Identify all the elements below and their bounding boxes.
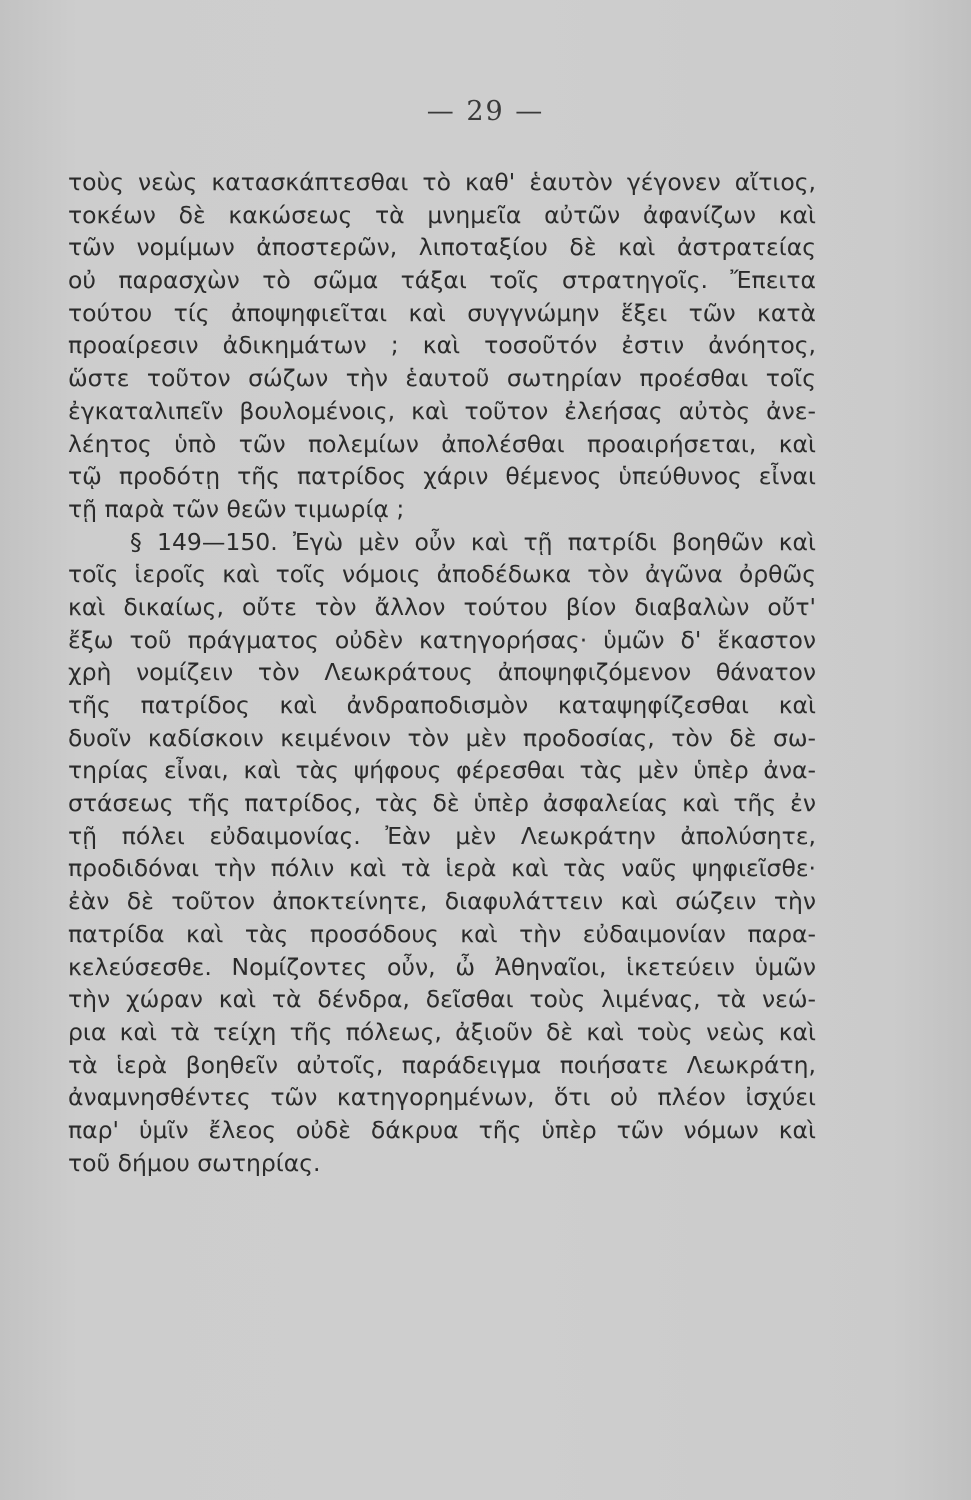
text-line: στάσεως τῆς πατρίδος, τὰς δὲ ὑπὲρ ἀσφαλείας καὶ τῆς ἐν	[68, 789, 816, 818]
text-line: ἐὰν δὲ τοῦτον ἀποκτείνητε, διαφυλάττειν καὶ σώζειν τὴν	[68, 887, 816, 916]
text-line: ἐγκαταλιπεῖν βουλομένοις, καὶ τοῦτον ἐλεήσας αὐτὸς ἀνε-	[68, 396, 816, 425]
text-line: τούτου τίς ἀποψηφιεῖται καὶ συγγνώμην ἕξει τῶν κατὰ	[68, 298, 816, 327]
text-line: ὥστε τοῦτον σώζων τὴν ἑαυτοῦ σωτηρίαν προέσθαι τοῖς	[68, 364, 816, 393]
text-line: τῇ πόλει εὐδαιμονίας. Ἐὰν μὲν Λεωκράτην ἀπολύσητε,	[68, 821, 816, 850]
body-text	[68, 166, 816, 1179]
text-line: τηρίας εἶναι, καὶ τὰς ψήφους φέρεσθαι τὰς μὲν ὑπὲρ ἀνα-	[68, 756, 816, 785]
section-heading-line: § 149—150. Ἐγὼ μὲν οὖν καὶ τῇ πατρίδι βοηθῶν καὶ	[130, 527, 816, 556]
text-line: τοκέων δὲ κακώσεως τὰ μνημεῖα αὐτῶν ἀφανίζων καὶ	[68, 200, 816, 229]
text-line: κελεύσεσθε. Νομίζοντες οὖν, ὦ Ἀθηναῖοι, ἱκετεύειν ὑμῶν	[68, 952, 816, 981]
page-number: — 29 —	[426, 96, 545, 127]
text-line: τοῦ δήμου σωτηρίας.	[68, 1148, 321, 1177]
text-line: τοῖς ἱεροῖς καὶ τοῖς νόμοις ἀποδέδωκα τὸν ἀγῶνα ὀρθῶς	[68, 560, 816, 589]
text-line: ἀναμνησθέντες τῶν κατηγορημένων, ὅτι οὐ πλέον ἰσχύει	[68, 1083, 816, 1112]
text-line: προαίρεσιν ἀδικημάτων ; καὶ τοσοῦτόν ἐστιν ἀνόητος,	[68, 331, 816, 360]
text-line: ρια καὶ τὰ τείχη τῆς πόλεως, ἀξιοῦν δὲ καὶ τοὺς νεὼς καὶ	[68, 1017, 816, 1046]
text-line: οὐ παρασχὼν τὸ σῶμα τάξαι τοῖς στρατηγοῖς. Ἔπειτα	[68, 266, 816, 295]
text-line: πατρίδα καὶ τὰς προσόδους καὶ τὴν εὐδαιμονίαν παρα-	[68, 919, 816, 948]
text-line: καὶ δικαίως, οὔτε τὸν ἄλλον τούτου βίον διαβαλὼν οὔτ'	[68, 592, 816, 621]
text-line: τῇ παρὰ τῶν θεῶν τιμωρίᾳ ;	[68, 494, 405, 523]
text-line: προδιδόναι τὴν πόλιν καὶ τὰ ἱερὰ καὶ τὰς ναῦς ψηφιεῖσθε·	[68, 854, 816, 883]
text-line: λέητος ὑπὸ τῶν πολεμίων ἀπολέσθαι προαιρήσεται, καὶ	[68, 429, 816, 458]
text-line: χρὴ νομίζειν τὸν Λεωκράτους ἀποψηφιζόμενον θάνατον	[68, 658, 816, 687]
text-line: παρ' ὑμῖν ἔλεος οὐδὲ δάκρυα τῆς ὑπὲρ τῶν νόμων καὶ	[68, 1115, 816, 1144]
text-line: τὰ ἱερὰ βοηθεῖν αὐτοῖς, παράδειγμα ποιήσατε Λεωκράτη,	[68, 1050, 816, 1079]
text-line: τὴν χώραν καὶ τὰ δένδρα, δεῖσθαι τοὺς λιμένας, τὰ νεώ-	[68, 985, 816, 1014]
text-line: δυοῖν καδίσκοιν κειμένοιν τὸν μὲν προδοσίας, τὸν δὲ σω-	[68, 723, 816, 752]
text-line: τῶν νομίμων ἀποστερῶν, λιποταξίου δὲ καὶ ἀστρατείας	[68, 233, 816, 262]
text-line: τῆς πατρίδος καὶ ἀνδραποδισμὸν καταψηφίζεσθαι καὶ	[68, 691, 816, 719]
text-line: τοὺς νεὼς κατασκάπτεσθαι τὸ καθ' ἑαυτὸν γέγονεν αἴτιος,	[68, 168, 816, 196]
text-line: ἔξω τοῦ πράγματος οὐδὲν κατηγορήσας· ὑμῶν δ' ἕκαστον	[68, 625, 816, 654]
text-line: τῷ προδότῃ τῆς πατρίδος χάριν θέμενος ὑπεύθυνος εἶναι	[68, 462, 816, 491]
